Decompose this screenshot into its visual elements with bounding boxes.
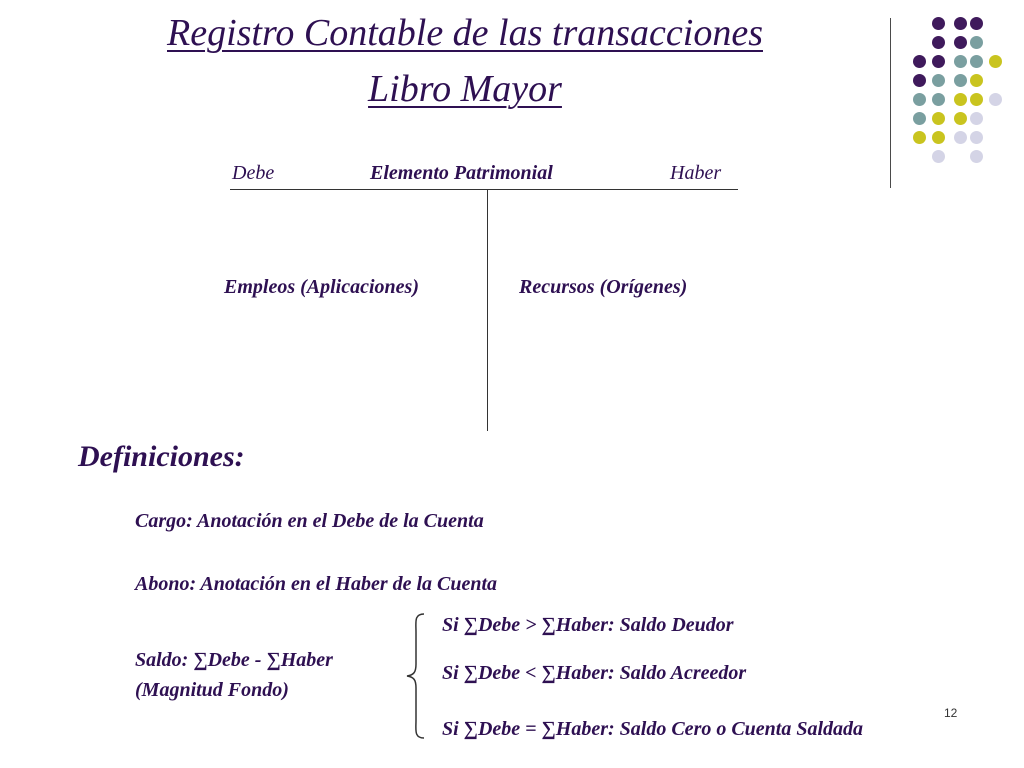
decorative-dot	[954, 93, 967, 106]
saldo-condition-acreedor: Si ∑Debe < ∑Haber: Saldo Acreedor	[442, 662, 747, 684]
saldo-condition-cero: Si ∑Debe = ∑Haber: Saldo Cero o Cuenta Saldada	[442, 718, 864, 740]
decorative-dot	[913, 112, 926, 125]
slide-title-line1: Registro Contable de las transacciones	[167, 12, 763, 54]
decorative-dot	[989, 55, 1002, 68]
decorative-dot	[932, 17, 945, 30]
curly-brace-icon	[402, 612, 428, 740]
decorative-dot	[970, 55, 983, 68]
decorative-dot	[970, 131, 983, 144]
t-account-vertical-line	[487, 189, 488, 431]
decorative-dot	[954, 74, 967, 87]
definitions-heading: Definiciones:	[78, 440, 245, 473]
t-account-debe-label: Debe	[232, 162, 275, 184]
definition-saldo-note: (Magnitud Fondo)	[135, 679, 289, 701]
decorative-divider	[890, 18, 891, 188]
t-account-element-label: Elemento Patrimonial	[370, 162, 553, 184]
decorative-dot	[954, 112, 967, 125]
definition-cargo: Cargo: Anotación en el Debe de la Cuenta	[135, 510, 484, 532]
decorative-dot	[970, 112, 983, 125]
t-account-right-text: Recursos (Orígenes)	[519, 276, 688, 298]
decorative-dot	[932, 131, 945, 144]
page-number: 12	[944, 706, 958, 720]
t-account-left-text: Empleos (Aplicaciones)	[224, 276, 419, 298]
decorative-dot	[932, 112, 945, 125]
slide-title-line2: Libro Mayor	[368, 68, 562, 110]
decorative-dot	[970, 93, 983, 106]
decorative-dot	[932, 150, 945, 163]
decorative-dot	[954, 36, 967, 49]
t-account-haber-label: Haber	[670, 162, 722, 184]
saldo-condition-deudor: Si ∑Debe > ∑Haber: Saldo Deudor	[442, 614, 734, 636]
decorative-dot	[970, 17, 983, 30]
decorative-dot	[989, 93, 1002, 106]
decorative-dot	[913, 93, 926, 106]
decorative-dot	[932, 36, 945, 49]
definition-saldo: Saldo: ∑Debe - ∑Haber	[135, 649, 333, 671]
decorative-dot	[954, 55, 967, 68]
decorative-dot	[932, 55, 945, 68]
definition-abono: Abono: Anotación en el Haber de la Cuenta	[135, 573, 498, 595]
decorative-dot	[970, 74, 983, 87]
decorative-dot	[913, 74, 926, 87]
decorative-dot	[954, 17, 967, 30]
decorative-dot	[970, 150, 983, 163]
decorative-dot	[954, 131, 967, 144]
decorative-dot	[970, 36, 983, 49]
decorative-dot	[913, 55, 926, 68]
decorative-dot	[913, 131, 926, 144]
decorative-dot	[932, 74, 945, 87]
decorative-dot	[932, 93, 945, 106]
t-account-horizontal-line	[230, 189, 738, 190]
